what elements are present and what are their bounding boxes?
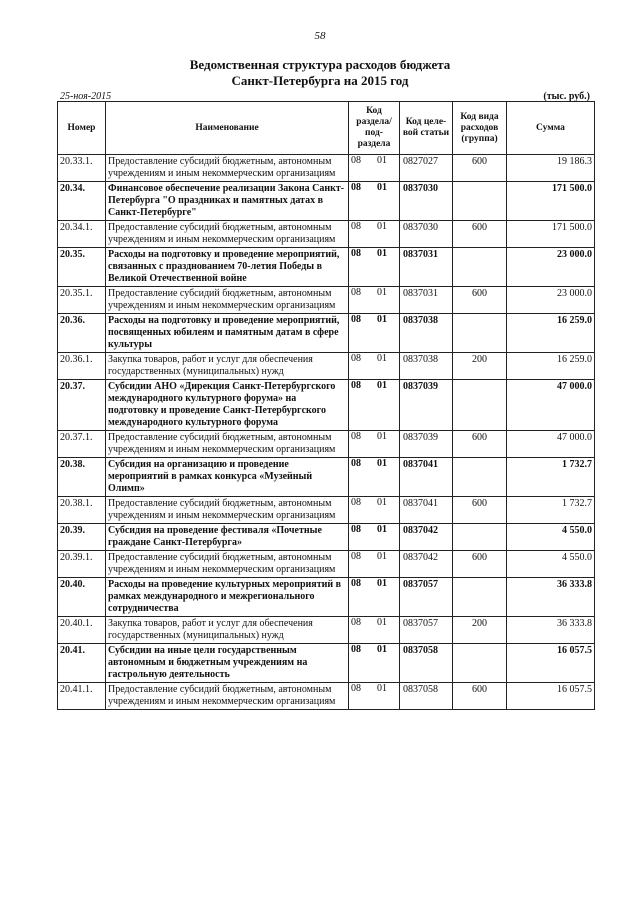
row-section-code [349, 314, 400, 353]
row-section-code [349, 524, 400, 551]
row-section-code [349, 617, 400, 644]
row-section-code [349, 287, 400, 314]
subsection-code: 01 [377, 431, 387, 442]
row-number: 20.36.1. [58, 353, 106, 380]
row-expense-type [453, 380, 507, 431]
subsection-code: 01 [377, 617, 387, 628]
row-section-code [349, 578, 400, 617]
row-target-code: 0837030 [400, 221, 453, 248]
row-target-code: 0827027 [400, 155, 453, 182]
section-code: 08 [351, 353, 361, 364]
section-code: 08 [351, 182, 361, 193]
row-number: 20.36. [58, 314, 106, 353]
row-expense-type: 600 [453, 221, 507, 248]
row-expense-type: 600 [453, 497, 507, 524]
row-expense-type: 200 [453, 617, 507, 644]
table-row [58, 551, 595, 578]
row-name: Предоставление субсидий бюджетным, автономным учреждениям и иным некоммерческим организациям [106, 497, 349, 524]
row-target-code: 0837058 [400, 644, 453, 683]
row-name: Расходы на подготовку и проведение мероприятий, посвященных юбилеям и памятным датам в сфере культуры [106, 314, 349, 353]
section-code: 08 [351, 497, 361, 508]
table-row [58, 287, 595, 314]
subsection-code: 01 [377, 353, 387, 364]
section-code: 08 [351, 248, 361, 259]
row-number: 20.41.1. [58, 683, 106, 710]
subsection-code: 01 [377, 221, 387, 232]
row-number: 20.39.1. [58, 551, 106, 578]
row-expense-type: 600 [453, 551, 507, 578]
section-code: 08 [351, 221, 361, 232]
row-name: Закупка товаров, работ и услуг для обеспечения государственных (муниципальных) нужд [106, 617, 349, 644]
section-code: 08 [351, 431, 361, 442]
row-sum: 47 000.0 [507, 431, 595, 458]
row-section-code [349, 380, 400, 431]
row-number: 20.34. [58, 182, 106, 221]
row-expense-type [453, 248, 507, 287]
row-sum: 36 333.8 [507, 617, 595, 644]
row-expense-type [453, 524, 507, 551]
row-number: 20.34.1. [58, 221, 106, 248]
row-target-code: 0837041 [400, 458, 453, 497]
row-number: 20.40.1. [58, 617, 106, 644]
row-expense-type: 600 [453, 683, 507, 710]
row-number: 20.35.1. [58, 287, 106, 314]
row-target-code: 0837039 [400, 380, 453, 431]
row-section-code [349, 431, 400, 458]
section-code: 08 [351, 551, 361, 562]
row-sum: 16 057.5 [507, 683, 595, 710]
units-label: (тыс. руб.) [543, 91, 590, 102]
row-section-code [349, 458, 400, 497]
table-row [58, 431, 595, 458]
row-section-code [349, 182, 400, 221]
row-sum: 1 732.7 [507, 497, 595, 524]
subsection-code: 01 [377, 524, 387, 535]
row-target-code: 0837031 [400, 248, 453, 287]
section-code: 08 [351, 155, 361, 166]
row-name: Субсидия на организацию и проведение мероприятий в рамках конкурса «Музейный Олимп» [106, 458, 349, 497]
table-row [58, 314, 595, 353]
section-code: 08 [351, 380, 361, 391]
row-sum: 16 057.5 [507, 644, 595, 683]
row-expense-type: 200 [453, 353, 507, 380]
budget-table [57, 101, 595, 710]
row-section-code [349, 353, 400, 380]
row-expense-type: 600 [453, 431, 507, 458]
row-name: Финансовое обеспечение реализации Закона Санкт-Петербурга "О праздниках и памятных датах в Санкт-Петербурге" [106, 182, 349, 221]
subsection-code: 01 [377, 380, 387, 391]
section-code: 08 [351, 578, 361, 589]
subsection-code: 01 [377, 248, 387, 259]
header-section-code: Код раздела/ под-раздела [349, 102, 400, 155]
row-number: 20.35. [58, 248, 106, 287]
row-number: 20.40. [58, 578, 106, 617]
row-name: Предоставление субсидий бюджетным, автономным учреждениям и иным некоммерческим организациям [106, 155, 349, 182]
row-target-code: 0837038 [400, 353, 453, 380]
row-number: 20.38. [58, 458, 106, 497]
table-row [58, 221, 595, 248]
row-target-code: 0837042 [400, 524, 453, 551]
row-section-code [349, 644, 400, 683]
table-row [58, 353, 595, 380]
header-number: Номер [58, 102, 106, 155]
row-sum: 1 732.7 [507, 458, 595, 497]
table-row [58, 155, 595, 182]
table-row [58, 683, 595, 710]
table-row [58, 248, 595, 287]
subsection-code: 01 [377, 458, 387, 469]
row-name: Субсидии АНО «Дирекция Санкт-Петербургского международного культурного форума» на подготовку и проведение Санкт-Петербургского международного культурного форума [106, 380, 349, 431]
subsection-code: 01 [377, 314, 387, 325]
subsection-code: 01 [377, 644, 387, 655]
row-sum: 23 000.0 [507, 248, 595, 287]
row-sum: 16 259.0 [507, 314, 595, 353]
document-title: Ведомственная структура расходов бюджета [189, 57, 451, 72]
subsection-code: 01 [377, 155, 387, 166]
row-section-code [349, 155, 400, 182]
document-date: 25-ноя-2015 [60, 91, 112, 102]
row-number: 20.41. [58, 644, 106, 683]
section-code: 08 [351, 644, 361, 655]
row-number: 20.33.1. [58, 155, 106, 182]
header-name: Наименование [106, 102, 349, 155]
row-target-code: 0837038 [400, 314, 453, 353]
row-expense-type [453, 458, 507, 497]
row-expense-type [453, 314, 507, 353]
table-row [58, 497, 595, 524]
page-number: 58 [314, 30, 326, 42]
row-name: Субсидии на иные цели государственным автономным и бюджетным учреждениям на гастрольную деятельность [106, 644, 349, 683]
row-name: Предоставление субсидий бюджетным, автономным учреждениям и иным некоммерческим организациям [106, 431, 349, 458]
row-sum: 19 186.3 [507, 155, 595, 182]
section-code: 08 [351, 683, 361, 694]
row-target-code: 0837030 [400, 182, 453, 221]
row-target-code: 0837058 [400, 683, 453, 710]
row-section-code [349, 683, 400, 710]
section-code: 08 [351, 524, 361, 535]
section-code: 08 [351, 458, 361, 469]
row-number: 20.39. [58, 524, 106, 551]
subsection-code: 01 [377, 683, 387, 694]
row-sum: 4 550.0 [507, 524, 595, 551]
table-header-row [58, 102, 595, 155]
row-number: 20.37. [58, 380, 106, 431]
table-row [58, 182, 595, 221]
row-target-code: 0837031 [400, 287, 453, 314]
row-target-code: 0837039 [400, 431, 453, 458]
row-name: Субсидия на проведение фестиваля «Почетные граждане Санкт-Петербурга» [106, 524, 349, 551]
section-code: 08 [351, 287, 361, 298]
row-sum: 16 259.0 [507, 353, 595, 380]
row-name: Предоставление субсидий бюджетным, автономным учреждениям и иным некоммерческим организациям [106, 287, 349, 314]
table-body [58, 155, 595, 710]
subsection-code: 01 [377, 551, 387, 562]
row-name: Закупка товаров, работ и услуг для обеспечения государственных (муниципальных) нужд [106, 353, 349, 380]
header-expense-type: Код вида расходов (группа) [453, 102, 507, 155]
row-name: Предоставление субсидий бюджетным, автономным учреждениям и иным некоммерческим организациям [106, 221, 349, 248]
row-target-code: 0837057 [400, 578, 453, 617]
subsection-code: 01 [377, 287, 387, 298]
row-sum: 171 500.0 [507, 182, 595, 221]
row-section-code [349, 248, 400, 287]
row-target-code: 0837042 [400, 551, 453, 578]
row-sum: 4 550.0 [507, 551, 595, 578]
row-sum: 171 500.0 [507, 221, 595, 248]
table-row [58, 458, 595, 497]
row-expense-type: 600 [453, 287, 507, 314]
table-row [58, 644, 595, 683]
row-expense-type [453, 644, 507, 683]
row-section-code [349, 497, 400, 524]
row-name: Предоставление субсидий бюджетным, автономным учреждениям и иным некоммерческим организациям [106, 551, 349, 578]
subsection-code: 01 [377, 578, 387, 589]
document-subtitle: Санкт-Петербурга на 2015 год [231, 73, 409, 88]
row-name: Расходы на проведение культурных мероприятий в рамках международного и межрегионального сотрудничества [106, 578, 349, 617]
row-section-code [349, 551, 400, 578]
row-target-code: 0837057 [400, 617, 453, 644]
row-name: Расходы на подготовку и проведение мероприятий, связанных с празднованием 70-летия Победы в Великой Отечественной войне [106, 248, 349, 287]
row-number: 20.38.1. [58, 497, 106, 524]
row-target-code: 0837041 [400, 497, 453, 524]
row-expense-type [453, 182, 507, 221]
subsection-code: 01 [377, 497, 387, 508]
header-target-code: Код целе-вой статьи [400, 102, 453, 155]
section-code: 08 [351, 314, 361, 325]
table-row [58, 524, 595, 551]
subsection-code: 01 [377, 182, 387, 193]
row-sum: 36 333.8 [507, 578, 595, 617]
row-expense-type: 600 [453, 155, 507, 182]
table-row [58, 578, 595, 617]
table-row [58, 380, 595, 431]
header-sum: Сумма [507, 102, 595, 155]
row-section-code [349, 221, 400, 248]
row-name: Предоставление субсидий бюджетным, автономным учреждениям и иным некоммерческим организациям [106, 683, 349, 710]
row-expense-type [453, 578, 507, 617]
row-sum: 47 000.0 [507, 380, 595, 431]
table-row [58, 617, 595, 644]
section-code: 08 [351, 617, 361, 628]
row-number: 20.37.1. [58, 431, 106, 458]
row-sum: 23 000.0 [507, 287, 595, 314]
